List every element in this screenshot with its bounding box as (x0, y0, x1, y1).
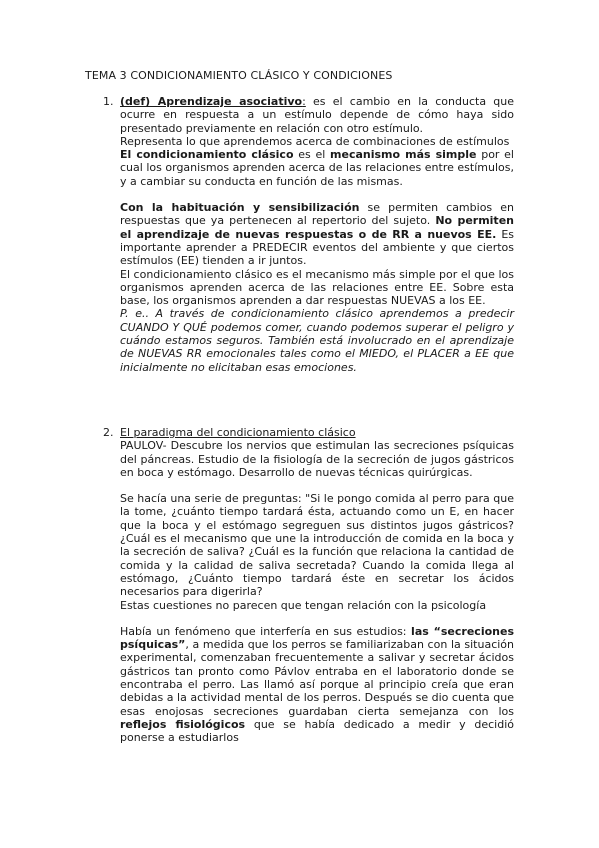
pavlov-paragraph: PAULOV- Descubre los nervios que estimulan las secreciones psíquicas del páncreas. Estudio de la fisiología de la secreción de jugos gástricos en boca y estómago. Desarrollo de nuevas técnicas quirúrgicas. (120, 439, 514, 479)
cc-text-mid: es el (293, 148, 331, 162)
phenom-bold-term: las “secreciones psíquicas” (120, 624, 514, 652)
questions-paragraph: Se hacía una serie de preguntas: "Si le pongo comida al perro para que la tome, ¿cuánto tiempo tardará ésta, actuando como un E, en hacer que la boca y el estómago segreguen sus distintos jugos gástricos? ¿Cuál es el mecanismo que une la introducción de comida en la boca y la secreción de saliva? ¿Cuál es la función que relaciona la cantidad de comida y la calidad de saliva secretada? Cuando la comida llega al estómago, ¿Cuánto tiempo tardará éste en secretar los ácidos necesarios para digerirla? (120, 492, 514, 599)
section-1-body (120, 95, 514, 374)
cc-bold-term: El condicionamiento clásico (120, 148, 294, 162)
definition-text: es el cambio en la conducta que ocurre en respuesta a un estímulo depende de cómo haya sido presentado previamente en relación con otro estímulo. (120, 95, 515, 135)
spacer (120, 188, 514, 201)
section-1-number: 1. (103, 95, 114, 108)
phenom-text-b: , a medida que los perros se familiarizaban con la situación experimental, comenzaban frecuentemente a salivar y secretar ácidos gástricos tan pronto como Pávlov entraba en el laboratorio donde se encontraba el perro. Las llamó así porque al principio creía que eran debidas a la actividad mental de los perros. Después se dio cuenta que esas enojosas secreciones guardaban cierta semejanza con los (120, 638, 514, 718)
definition-paragraph (120, 95, 514, 135)
cc-text-rest: por el cual los organismos aprenden acerca de las relaciones entre estímulos, y a cambiar su conducta en función de las mismas. (120, 148, 514, 188)
hab-bold-statement: No permiten el aprendizaje de nuevas respuestas o de RR a nuevos EE. (120, 214, 514, 241)
classical-conditioning-paragraph (120, 148, 514, 188)
phenom-bold-term-2: reflejos fisiológicos (120, 717, 246, 731)
spacer (120, 612, 514, 625)
cc-bold-term-2: mecanismo más simple (330, 148, 477, 162)
habituation-paragraph (120, 201, 514, 267)
no-relation-paragraph: Estas cuestiones no parecen que tengan relación con la psicología (120, 598, 487, 612)
phenomenon-paragraph (120, 625, 514, 745)
hab-bold-term: Con la habituación y sensibilización (120, 201, 360, 215)
hab-text: se permiten cambios en respuestas que ya pertenecen al repertorio del sujeto. (120, 201, 514, 228)
cc-repeat-paragraph: El condicionamiento clásico es el mecanismo más simple por el que los organismos aprenden acerca de las relaciones entre EE. Sobre esta base, los organismos aprenden a dar respuestas NUEVAS a los EE. (120, 267, 514, 308)
hab-text-rest: Es importante aprender a PREDECIR eventos del ambiente y que ciertos estímulos (EE) tienden a ir juntos. (120, 227, 514, 268)
document-title: TEMA 3 CONDICIONAMIENTO CLÁSICO Y CONDICIONES (85, 69, 393, 82)
heading-colon: : (302, 95, 306, 108)
phenom-text-c: que se había dedicado a medir y decidió ponerse a estudiarlos (120, 717, 514, 745)
section-2-body (120, 426, 514, 745)
section-2-heading: El paradigma del condicionamiento clásico (120, 426, 356, 439)
spacer (120, 479, 514, 492)
example-paragraph: P. e.. A través de condicionamiento clásico aprendemos a predecir CUANDO Y QUÉ podemos comer, cuando podemos superar el peligro y cuándo estamos seguros. También está involucrado en el aprendizaje de NUEVAS RR emocionales tales como el MIEDO, el PLACER a EE que inicialmente no elicitaban esas emociones. (120, 307, 514, 374)
section-1-heading: (def) Aprendizaje asociativo (120, 95, 303, 108)
phenom-text-a: Había un fenómeno que interfería en sus estudios: (120, 624, 412, 638)
represents-paragraph: Representa lo que aprendemos acerca de combinaciones de estímulos (120, 134, 510, 148)
section-2-number: 2. (103, 426, 114, 439)
